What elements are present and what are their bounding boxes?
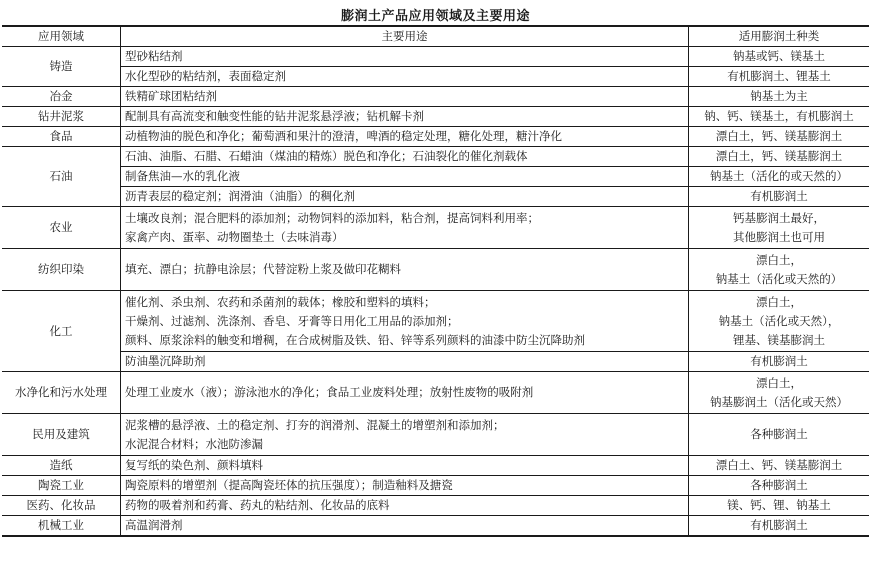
cell-types bbox=[689, 47, 870, 67]
types-line: 钠基膨润土（活化或天然） bbox=[710, 394, 848, 409]
table-body bbox=[2, 47, 869, 537]
cell-uses bbox=[121, 414, 689, 456]
cell-field: 医药、化妆品 bbox=[2, 496, 121, 516]
types-line: 各种膨润土 bbox=[750, 478, 808, 492]
table-row bbox=[2, 516, 869, 537]
types-line: 漂白土，钙、镁基膨润土 bbox=[715, 129, 843, 143]
uses-line: 配制具有高流变和触变性能的钻井泥浆悬浮液；钻机解卡剂 bbox=[125, 109, 424, 123]
cell-uses bbox=[121, 291, 689, 352]
cell-field: 钻井泥浆 bbox=[2, 107, 121, 127]
types-line: 各种膨润土 bbox=[750, 427, 808, 441]
cell-field: 农业 bbox=[2, 207, 121, 249]
types-line: 漂白土， bbox=[756, 252, 802, 267]
uses-line: 陶瓷原料的增塑剂（提高陶瓷坯体的抗压强度）；制造釉料及搪瓷 bbox=[125, 478, 453, 492]
types-line: 钠基土（活化或天然）， bbox=[718, 313, 840, 328]
table-row bbox=[2, 414, 869, 456]
table-row bbox=[2, 147, 869, 167]
uses-line: 铁精矿球团粘结剂 bbox=[125, 89, 217, 103]
uses-line: 土壤改良剂；混合肥料的添加剂；动物饲料的添加料，粘合剂，提高饲料利用率； bbox=[125, 210, 539, 225]
uses-line: 催化剂、杀虫剂、农药和杀菌剂的载体；橡胶和塑料的填料； bbox=[125, 294, 436, 309]
cell-uses bbox=[121, 127, 689, 147]
uses-line: 水泥混合材料；水池防渗漏 bbox=[125, 436, 263, 451]
cell-uses bbox=[121, 67, 689, 87]
table-row bbox=[2, 167, 869, 187]
cell-field: 水净化和污水处理 bbox=[2, 372, 121, 414]
types-line: 漂白土，钙、镁基膨润土 bbox=[715, 149, 843, 163]
cell-field: 造纸 bbox=[2, 456, 121, 476]
cell-types bbox=[689, 207, 870, 249]
cell-field: 食品 bbox=[2, 127, 121, 147]
uses-line: 处理工业废水（液）；游泳池水的净化；食品工业废料处理；放射性废物的吸附剂 bbox=[125, 385, 534, 399]
table-row bbox=[2, 291, 869, 352]
table-row bbox=[2, 47, 869, 67]
types-line: 漂白土， bbox=[756, 375, 802, 390]
cell-types bbox=[689, 67, 870, 87]
cell-types bbox=[689, 496, 870, 516]
cell-field: 石油 bbox=[2, 147, 121, 207]
table-row bbox=[2, 249, 869, 291]
types-line: 有机膨润土 bbox=[750, 354, 808, 368]
cell-types bbox=[689, 476, 870, 496]
cell-field: 机械工业 bbox=[2, 516, 121, 537]
cell-uses bbox=[121, 107, 689, 127]
uses-line: 颜料、原浆涂料的触变和增稠，在合成树脂及铁、铅、锌等系列颜料的油漆中防尘沉降助剂 bbox=[125, 332, 585, 347]
types-line: 其他膨润土也可用 bbox=[733, 229, 825, 244]
types-line: 钠、钙、镁基土，有机膨润土 bbox=[704, 109, 854, 123]
types-line: 漂白土、钙、镁基膨润土 bbox=[715, 458, 843, 472]
types-line: 钠基土（活化的或天然的） bbox=[710, 169, 848, 183]
cell-uses bbox=[121, 147, 689, 167]
table-row bbox=[2, 496, 869, 516]
header-uses: 主要用途 bbox=[121, 26, 689, 47]
cell-types bbox=[689, 414, 870, 456]
cell-types bbox=[689, 456, 870, 476]
header-field: 应用领域 bbox=[2, 26, 121, 47]
cell-types bbox=[689, 167, 870, 187]
uses-line: 型砂粘结剂 bbox=[125, 49, 183, 63]
cell-uses bbox=[121, 249, 689, 291]
cell-uses bbox=[121, 496, 689, 516]
table-row bbox=[2, 187, 869, 207]
types-line: 镁、钙、锂、钠基土 bbox=[727, 498, 831, 512]
cell-types bbox=[689, 87, 870, 107]
table-row bbox=[2, 127, 869, 147]
types-line: 钠基或钙、镁基土 bbox=[733, 49, 825, 63]
table-title: 膨润土产品应用领域及主要用途 bbox=[340, 9, 530, 24]
cell-types bbox=[689, 147, 870, 167]
uses-line: 防油墨沉降助剂 bbox=[125, 354, 206, 368]
cell-types bbox=[689, 249, 870, 291]
cell-uses bbox=[121, 476, 689, 496]
types-line: 钠基土为主 bbox=[750, 89, 808, 103]
cell-types bbox=[689, 516, 870, 537]
bentonite-applications-table bbox=[2, 25, 869, 537]
uses-line: 制备焦油—水的乳化液 bbox=[125, 169, 240, 183]
types-line: 钠基土（活化或天然的） bbox=[715, 271, 843, 286]
cell-uses bbox=[121, 167, 689, 187]
types-line: 漂白土， bbox=[756, 294, 802, 309]
header-types: 适用膨润土种类 bbox=[689, 26, 870, 47]
cell-uses bbox=[121, 352, 689, 372]
table-row bbox=[2, 476, 869, 496]
cell-field: 铸造 bbox=[2, 47, 121, 87]
table-row bbox=[2, 372, 869, 414]
cell-types bbox=[689, 291, 870, 352]
uses-line: 沥青表层的稳定剂；润滑油（油脂）的稠化剂 bbox=[125, 189, 355, 203]
uses-line: 高温润滑剂 bbox=[125, 518, 183, 532]
uses-line: 干燥剂、过滤剂、洗涤剂、香皂、牙膏等日用化工用品的添加剂； bbox=[125, 313, 459, 328]
cell-types bbox=[689, 372, 870, 414]
table-row bbox=[2, 107, 869, 127]
uses-line: 复写纸的染色剂、颜料填料 bbox=[125, 458, 263, 472]
cell-uses bbox=[121, 47, 689, 67]
cell-types bbox=[689, 127, 870, 147]
table-header-row bbox=[2, 26, 869, 47]
table-row bbox=[2, 87, 869, 107]
types-line: 锂基、镁基膨润土 bbox=[733, 332, 825, 347]
uses-line: 泥浆槽的悬浮液、土的稳定剂、打夯的润滑剂、混凝土的增塑剂和添加剂； bbox=[125, 417, 505, 432]
cell-field: 陶瓷工业 bbox=[2, 476, 121, 496]
cell-uses bbox=[121, 87, 689, 107]
table-row bbox=[2, 207, 869, 249]
types-line: 有机膨润土、锂基土 bbox=[727, 69, 831, 83]
types-line: 有机膨润土 bbox=[750, 518, 808, 532]
uses-line: 动植物油的脱色和净化；葡萄酒和果汁的澄清，啤酒的稳定处理，糖化处理，糖汁净化 bbox=[125, 129, 562, 143]
cell-types bbox=[689, 187, 870, 207]
table-row bbox=[2, 456, 869, 476]
cell-field: 化工 bbox=[2, 291, 121, 372]
table-row bbox=[2, 67, 869, 87]
uses-line: 药物的吸着剂和药膏、药丸的粘结剂、化妆品的底料 bbox=[125, 498, 390, 512]
cell-field: 纺织印染 bbox=[2, 249, 121, 291]
uses-line: 水化型砂的粘结剂，表面稳定剂 bbox=[125, 69, 286, 83]
cell-uses bbox=[121, 516, 689, 537]
cell-types bbox=[689, 107, 870, 127]
cell-field: 民用及建筑 bbox=[2, 414, 121, 456]
uses-line: 填充、漂白；抗静电涂层；代替淀粉上浆及做印花糊料 bbox=[125, 262, 401, 276]
cell-uses bbox=[121, 456, 689, 476]
cell-types bbox=[689, 352, 870, 372]
cell-field: 冶金 bbox=[2, 87, 121, 107]
types-line: 钙基膨润土最好， bbox=[733, 210, 825, 225]
uses-line: 家禽产肉、蛋率、动物圈垫土（去味消毒） bbox=[125, 229, 344, 244]
table-row bbox=[2, 352, 869, 372]
uses-line: 石油、油脂、石腊、石蜡油（煤油的精炼）脱色和净化；石油裂化的催化剂载体 bbox=[125, 149, 528, 163]
types-line: 有机膨润土 bbox=[750, 189, 808, 203]
cell-uses bbox=[121, 372, 689, 414]
cell-uses bbox=[121, 207, 689, 249]
cell-uses bbox=[121, 187, 689, 207]
